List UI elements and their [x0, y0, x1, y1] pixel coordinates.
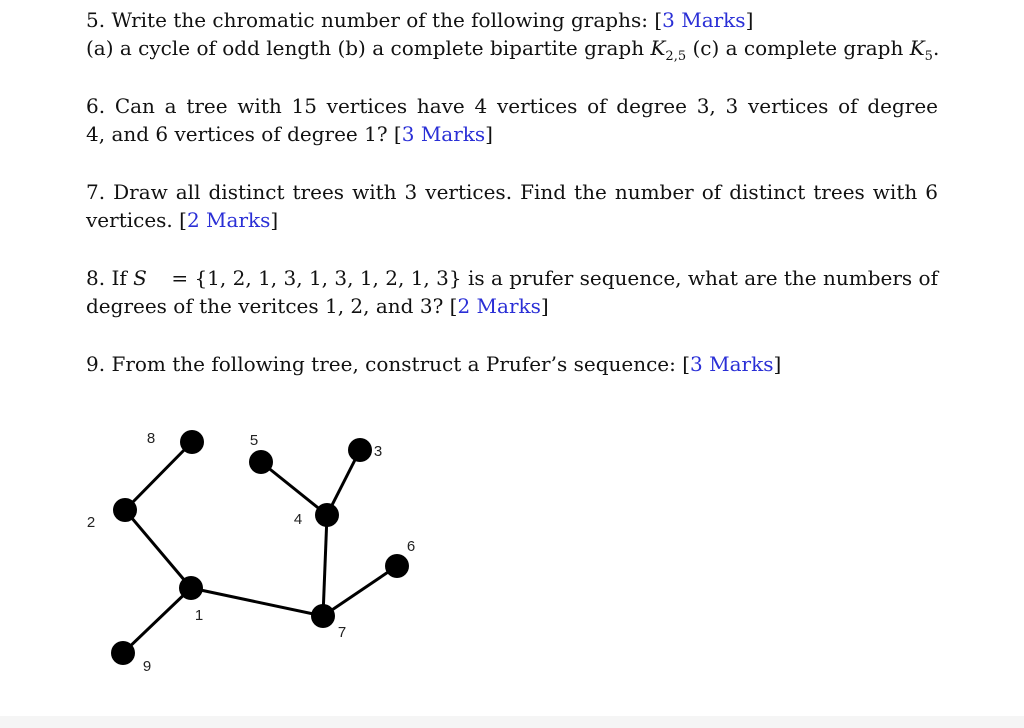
- question-8-line-1: 8. If S = {1, 2, 1, 3, 1, 3, 1, 2, 1, 3} is a prufer sequence, what are the numbers of: [86, 266, 938, 290]
- edge-2-8: [125, 442, 192, 510]
- vertex-label-1: 1: [194, 607, 204, 624]
- question-9-line-1: 9. From the following tree, construct a Prufer’s sequence: [3 Marks]: [86, 352, 782, 376]
- question-7-marks: 2 Marks: [186, 208, 271, 232]
- question-5-line-2: (a) a cycle of odd length (b) a complete bipartite graph $K_{2,5}$ (c) a complete graph $K_5$.: [86, 36, 940, 64]
- vertex-6: [385, 554, 409, 578]
- edge-4-5: [261, 462, 327, 515]
- vertex-3: [348, 438, 372, 462]
- question-8: [86, 264, 938, 320]
- edge-7-6: [323, 566, 397, 616]
- k5-symbol: K: [909, 36, 925, 60]
- vertex-label-3: 3: [373, 443, 383, 460]
- question-5: [86, 6, 938, 62]
- vertex-label-2: 2: [86, 514, 96, 531]
- vertex-8: [180, 430, 204, 454]
- vertex-label-9: 9: [142, 658, 152, 675]
- question-9: [86, 350, 938, 378]
- vertex-4: [315, 503, 339, 527]
- question-8-marks: 2 Marks: [457, 294, 541, 318]
- k25-subscript: 2,5: [665, 49, 687, 64]
- vertex-7: [311, 604, 335, 628]
- question-8-line-2: degrees of the veritces 1, 2, and 3? [2 Marks]: [86, 294, 549, 318]
- question-5-part-c: (c) a complete graph: [692, 36, 904, 60]
- k25-symbol: K: [650, 36, 666, 60]
- vertex-label-6: 6: [406, 538, 416, 555]
- question-7-line-1: 7. Draw all distinct trees with 3 vertices. Find the number of distinct trees with 6: [86, 180, 938, 204]
- tree-diagram: [0, 400, 500, 700]
- question-5-marks: 3 Marks: [662, 8, 746, 32]
- variable-s: S: [133, 266, 147, 290]
- vertex-label-5: 5: [249, 432, 259, 449]
- vertex-9: [111, 641, 135, 665]
- question-6-line-2: 4, and 6 vertices of degree 1? [3 Marks]: [86, 122, 493, 146]
- question-9-marks: 3 Marks: [690, 352, 774, 376]
- vertex-2: [113, 498, 137, 522]
- edge-1-9: [123, 588, 191, 653]
- vertex-label-4: 4: [293, 511, 303, 528]
- question-6: [86, 92, 938, 148]
- question-7-line-2: vertices. [2 Marks]: [86, 208, 279, 232]
- vertex-5: [249, 450, 273, 474]
- question-6-line-1: 6. Can a tree with 15 vertices have 4 vertices of degree 3, 3 vertices of degree: [86, 94, 938, 118]
- edge-1-7: [191, 588, 323, 616]
- question-7: [86, 178, 938, 234]
- vertex-label-7: 7: [337, 624, 347, 641]
- question-5-stem: 5. Write the chromatic number of the following graphs:: [86, 8, 648, 32]
- edge-2-1: [125, 510, 191, 588]
- question-6-marks: 3 Marks: [401, 122, 486, 146]
- k5-subscript: 5: [924, 49, 933, 64]
- edge-7-4: [323, 515, 327, 616]
- page-bottom-strip: [0, 716, 1024, 728]
- vertex-1: [179, 576, 203, 600]
- question-5-line-1: 5. Write the chromatic number of the following graphs: [3 Marks]: [86, 8, 754, 32]
- vertex-label-8: 8: [146, 430, 156, 447]
- question-5-parts-ab: (a) a cycle of odd length (b) a complete bipartite graph: [86, 36, 645, 60]
